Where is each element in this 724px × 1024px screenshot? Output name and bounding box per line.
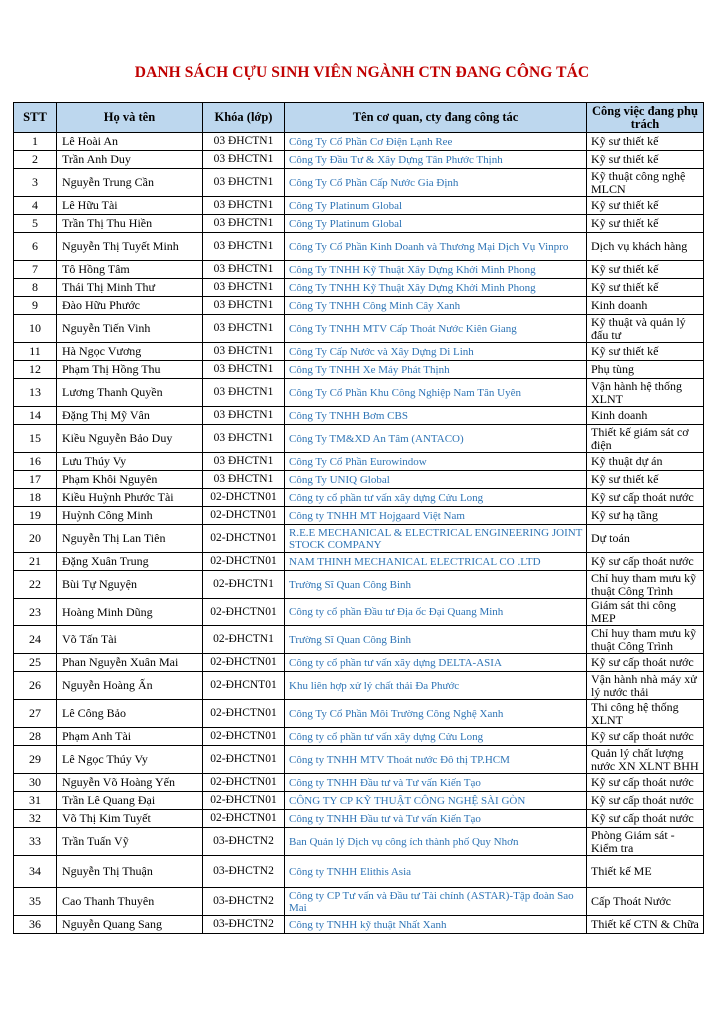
table-row — [14, 700, 704, 728]
cell-stt: 4 — [14, 197, 57, 215]
header-job: Công việc đang phụ trách — [587, 103, 704, 133]
table-row — [14, 151, 704, 169]
cell-company: Công ty TNHH Đầu tư và Tư vấn Kiến Tạo — [285, 774, 587, 792]
cell-company: Công Ty TNHH Kỹ Thuật Xây Dựng Khởi Minh Phong — [285, 261, 587, 279]
cell-name: Phạm Thị Hồng Thu — [57, 361, 203, 379]
header-name: Họ và tên — [57, 103, 203, 133]
cell-stt: 25 — [14, 654, 57, 672]
table-row — [14, 507, 704, 525]
cell-stt: 6 — [14, 233, 57, 261]
cell-stt: 22 — [14, 571, 57, 599]
cell-job: Kinh doanh — [587, 297, 704, 315]
cell-job: Kỹ sư cấp thoát nước — [587, 792, 704, 810]
table-body — [14, 133, 704, 934]
table-row — [14, 379, 704, 407]
cell-class: 03 ĐHCTN1 — [203, 233, 285, 261]
cell-class: 02-ĐHCTN01 — [203, 728, 285, 746]
cell-name: Lương Thanh Quyền — [57, 379, 203, 407]
cell-class: 02-ĐHCTN01 — [203, 599, 285, 626]
cell-stt: 26 — [14, 672, 57, 700]
cell-stt: 20 — [14, 525, 57, 553]
alumni-table — [13, 102, 704, 934]
cell-class: 03 ĐHCTN1 — [203, 279, 285, 297]
cell-class: 03-ĐHCTN2 — [203, 856, 285, 888]
cell-stt: 3 — [14, 169, 57, 197]
cell-stt: 30 — [14, 774, 57, 792]
cell-job: Kỹ sư cấp thoát nước — [587, 489, 704, 507]
cell-class: 03-ĐHCTN2 — [203, 828, 285, 856]
cell-company: Công Ty Platinum Global — [285, 215, 587, 233]
cell-stt: 9 — [14, 297, 57, 315]
cell-class: 02-DHCTN01 — [203, 525, 285, 553]
cell-class: 03 ĐHCTN1 — [203, 197, 285, 215]
cell-job: Dịch vụ khách hàng — [587, 233, 704, 261]
cell-name: Trần Lê Quang Đại — [57, 792, 203, 810]
cell-company: NAM THINH MECHANICAL ELECTRICAL CO .LTD — [285, 553, 587, 571]
cell-name: Bùi Tự Nguyện — [57, 571, 203, 599]
cell-job: Kỹ sư thiết kế — [587, 151, 704, 169]
cell-class: 03 ĐHCTN1 — [203, 343, 285, 361]
table-row — [14, 489, 704, 507]
cell-company: Công Ty Cổ Phần Cơ Điện Lạnh Ree — [285, 133, 587, 151]
cell-company: R.E.E MECHANICAL & ELECTRICAL ENGINEERING JOINT STOCK COMPANY — [285, 525, 587, 553]
cell-stt: 5 — [14, 215, 57, 233]
table-row — [14, 471, 704, 489]
cell-stt: 31 — [14, 792, 57, 810]
cell-company: Công Ty TM&XD An Tâm (ANTACO) — [285, 425, 587, 453]
cell-company: CÔNG TY CP KỸ THUẬT CÔNG NGHỆ SÀI GÒN — [285, 792, 587, 810]
cell-company: Công Ty TNHH MTV Cấp Thoát Nước Kiên Giang — [285, 315, 587, 343]
table-row — [14, 856, 704, 888]
cell-class: 02-ĐHCTN01 — [203, 654, 285, 672]
table-row — [14, 215, 704, 233]
table-row — [14, 571, 704, 599]
cell-job: Kỹ sư hạ tầng — [587, 507, 704, 525]
cell-job: Kinh doanh — [587, 407, 704, 425]
cell-job: Kỹ sư cấp thoát nước — [587, 774, 704, 792]
cell-name: Trần Anh Duy — [57, 151, 203, 169]
cell-class: 02-ĐHCTN1 — [203, 571, 285, 599]
cell-stt: 8 — [14, 279, 57, 297]
cell-job: Dự toán — [587, 525, 704, 553]
cell-stt: 10 — [14, 315, 57, 343]
header-class: Khóa (lớp) — [203, 103, 285, 133]
cell-name: Võ Tấn Tài — [57, 626, 203, 654]
cell-company: Công Ty Cổ Phần Kinh Doanh và Thương Mại Dịch Vụ Vinpro — [285, 233, 587, 261]
cell-class: 03 ĐHCTN1 — [203, 261, 285, 279]
cell-stt: 12 — [14, 361, 57, 379]
cell-class: 02-ĐHCTN01 — [203, 810, 285, 828]
cell-company: Khu liên hợp xử lý chất thải Đa Phước — [285, 672, 587, 700]
cell-job: Thiết kế ME — [587, 856, 704, 888]
table-row — [14, 233, 704, 261]
cell-company: Công Ty Cổ Phần Khu Công Nghiệp Nam Tân Uyên — [285, 379, 587, 407]
cell-company: Công Ty Cổ Phần Eurowindow — [285, 453, 587, 471]
cell-stt: 18 — [14, 489, 57, 507]
cell-stt: 17 — [14, 471, 57, 489]
table-row — [14, 133, 704, 151]
cell-stt: 1 — [14, 133, 57, 151]
cell-class: 03 ĐHCTN1 — [203, 133, 285, 151]
cell-company: Công ty TNHH MT Hojgaard Việt Nam — [285, 507, 587, 525]
cell-job: Kỹ sư cấp thoát nước — [587, 728, 704, 746]
table-row — [14, 453, 704, 471]
cell-company: Trường Sĩ Quan Công Binh — [285, 626, 587, 654]
table-row — [14, 297, 704, 315]
cell-class: 02-DHCTN01 — [203, 553, 285, 571]
cell-job: Kỹ sư thiết kế — [587, 215, 704, 233]
cell-class: 02-ĐHCTN01 — [203, 774, 285, 792]
table-row — [14, 361, 704, 379]
table-row — [14, 599, 704, 626]
cell-class: 02-DHCTN01 — [203, 507, 285, 525]
cell-company: Công ty TNHH Elithis Asia — [285, 856, 587, 888]
cell-class: 03 ĐHCTN1 — [203, 471, 285, 489]
cell-company: Công ty TNHH kỹ thuật Nhất Xanh — [285, 916, 587, 934]
cell-class: 03 ĐHCTN1 — [203, 361, 285, 379]
cell-name: Nguyễn Hoàng Ấn — [57, 672, 203, 700]
cell-class: 03 ĐHCTN1 — [203, 315, 285, 343]
table-header-row — [14, 103, 704, 133]
cell-class: 03 ĐHCTN1 — [203, 169, 285, 197]
cell-job: Kỹ sư cấp thoát nước — [587, 553, 704, 571]
cell-class: 02-ĐHCNT01 — [203, 672, 285, 700]
cell-job: Chỉ huy tham mưu kỹ thuật Công Trình — [587, 626, 704, 654]
cell-job: Kỹ thuật và quản lý đấu tư — [587, 315, 704, 343]
cell-company: Ban Quản lý Dịch vụ công ích thành phố Quy Nhơn — [285, 828, 587, 856]
cell-stt: 29 — [14, 746, 57, 774]
cell-name: Lê Ngọc Thúy Vy — [57, 746, 203, 774]
cell-job: Kỹ sư cấp thoát nước — [587, 810, 704, 828]
table-row — [14, 828, 704, 856]
cell-company: Công Ty Cổ Phần Môi Trường Công Nghệ Xanh — [285, 700, 587, 728]
cell-class: 03 ĐHCTN1 — [203, 425, 285, 453]
cell-job: Thiết kế CTN & Chữa — [587, 916, 704, 934]
cell-company: Công ty cổ phần tư vấn xây dựng Cửu Long — [285, 728, 587, 746]
cell-job: Quản lý chất lượng nước XN XLNT BHH — [587, 746, 704, 774]
cell-job: Kỹ sư thiết kế — [587, 133, 704, 151]
cell-company: Trường Sĩ Quan Công Binh — [285, 571, 587, 599]
cell-class: 02-DHCTN01 — [203, 489, 285, 507]
cell-name: Đào Hữu Phước — [57, 297, 203, 315]
cell-class: 03 ĐHCTN1 — [203, 453, 285, 471]
cell-name: Tô Hồng Tâm — [57, 261, 203, 279]
cell-stt: 21 — [14, 553, 57, 571]
cell-name: Phan Nguyễn Xuân Mai — [57, 654, 203, 672]
cell-name: Lê Hữu Tài — [57, 197, 203, 215]
cell-name: Nguyễn Tiến Vinh — [57, 315, 203, 343]
cell-company: Công ty cổ phần Đầu tư Địa ốc Đại Quang Minh — [285, 599, 587, 626]
cell-company: Công Ty TNHH Bơm CBS — [285, 407, 587, 425]
cell-name: Hà Ngọc Vương — [57, 343, 203, 361]
table-row — [14, 746, 704, 774]
cell-name: Huỳnh Công Minh — [57, 507, 203, 525]
table-row — [14, 626, 704, 654]
table-row — [14, 279, 704, 297]
cell-name: Nguyễn Thị Thuận — [57, 856, 203, 888]
cell-job: Chỉ huy tham mưu kỹ thuật Công Trình — [587, 571, 704, 599]
cell-class: 02-ĐHCTN01 — [203, 700, 285, 728]
cell-job: Kỹ sư thiết kế — [587, 197, 704, 215]
cell-company: Công Ty Đầu Tư & Xây Dựng Tân Phước Thịnh — [285, 151, 587, 169]
table-row — [14, 553, 704, 571]
cell-company: Công Ty Cấp Nước và Xây Dựng Di Linh — [285, 343, 587, 361]
table-row — [14, 888, 704, 916]
cell-name: Nguyễn Thị Lan Tiên — [57, 525, 203, 553]
cell-company: Công ty cổ phần tư vấn xây dựng Cửu Long — [285, 489, 587, 507]
cell-name: Cao Thanh Thuyên — [57, 888, 203, 916]
cell-job: Cấp Thoát Nước — [587, 888, 704, 916]
cell-name: Trần Tuấn Vỹ — [57, 828, 203, 856]
table-row — [14, 169, 704, 197]
cell-name: Lưu Thúy Vy — [57, 453, 203, 471]
cell-job: Phụ tùng — [587, 361, 704, 379]
cell-name: Phạm Anh Tài — [57, 728, 203, 746]
cell-class: 03 ĐHCTN1 — [203, 297, 285, 315]
cell-job: Phòng Giám sát - Kiểm tra — [587, 828, 704, 856]
cell-company: Công ty cổ phần tư vấn xây dựng DELTA-ASIA — [285, 654, 587, 672]
cell-job: Kỹ sư cấp thoát nước — [587, 654, 704, 672]
cell-company: Công ty CP Tư vấn và Đầu tư Tài chính (ASTAR)-Tập đoàn Sao Mai — [285, 888, 587, 916]
cell-name: Đặng Xuân Trung — [57, 553, 203, 571]
cell-stt: 19 — [14, 507, 57, 525]
cell-company: Công Ty TNHH Kỹ Thuật Xây Dựng Khởi Minh Phong — [285, 279, 587, 297]
table-row — [14, 810, 704, 828]
cell-class: 03 ĐHCTN1 — [203, 379, 285, 407]
cell-stt: 33 — [14, 828, 57, 856]
cell-name: Võ Thị Kim Tuyết — [57, 810, 203, 828]
cell-name: Lê Công Bảo — [57, 700, 203, 728]
cell-company: Công Ty UNIQ Global — [285, 471, 587, 489]
cell-class: 02-ĐHCTN01 — [203, 746, 285, 774]
cell-name: Thái Thị Minh Thư — [57, 279, 203, 297]
header-company: Tên cơ quan, cty đang công tác — [285, 103, 587, 133]
cell-company: Công ty TNHH MTV Thoát nước Đô thị TP.HCM — [285, 746, 587, 774]
cell-class: 02-ĐHCTN01 — [203, 792, 285, 810]
cell-class: 03 ĐHCTN1 — [203, 151, 285, 169]
cell-stt: 23 — [14, 599, 57, 626]
cell-job: Vận hành nhà máy xử lý nước thải — [587, 672, 704, 700]
cell-stt: 16 — [14, 453, 57, 471]
cell-stt: 24 — [14, 626, 57, 654]
cell-class: 02-ĐHCTN1 — [203, 626, 285, 654]
table-row — [14, 425, 704, 453]
cell-class: 03 ĐHCTN1 — [203, 215, 285, 233]
table-row — [14, 916, 704, 934]
table-row — [14, 261, 704, 279]
cell-name: Hoàng Minh Dũng — [57, 599, 203, 626]
cell-name: Đặng Thị Mỹ Vân — [57, 407, 203, 425]
cell-name: Nguyễn Võ Hoàng Yến — [57, 774, 203, 792]
cell-stt: 11 — [14, 343, 57, 361]
cell-company: Công Ty TNHH Xe Máy Phát Thịnh — [285, 361, 587, 379]
cell-stt: 34 — [14, 856, 57, 888]
cell-stt: 15 — [14, 425, 57, 453]
cell-stt: 35 — [14, 888, 57, 916]
table-row — [14, 343, 704, 361]
cell-job: Vận hành hệ thống XLNT — [587, 379, 704, 407]
cell-stt: 14 — [14, 407, 57, 425]
cell-stt: 28 — [14, 728, 57, 746]
cell-job: Kỹ sư thiết kế — [587, 343, 704, 361]
cell-job: Giám sát thi công MEP — [587, 599, 704, 626]
cell-job: Kỹ sư thiết kế — [587, 471, 704, 489]
cell-class: 03-ĐHCTN2 — [203, 916, 285, 934]
cell-name: Lê Hoài An — [57, 133, 203, 151]
cell-name: Kiều Nguyễn Bảo Duy — [57, 425, 203, 453]
table-row — [14, 315, 704, 343]
header-stt: STT — [14, 103, 57, 133]
page-title: DANH SÁCH CỰU SINH VIÊN NGÀNH CTN ĐANG CÔNG TÁC — [134, 64, 590, 81]
cell-stt: 27 — [14, 700, 57, 728]
cell-stt: 36 — [14, 916, 57, 934]
cell-company: Công Ty Cổ Phần Cấp Nước Gia Định — [285, 169, 587, 197]
cell-stt: 7 — [14, 261, 57, 279]
cell-name: Nguyễn Thị Tuyết Minh — [57, 233, 203, 261]
cell-job: Thi công hệ thống XLNT — [587, 700, 704, 728]
cell-stt: 32 — [14, 810, 57, 828]
table-row — [14, 654, 704, 672]
table-row — [14, 525, 704, 553]
table-row — [14, 774, 704, 792]
table-row — [14, 197, 704, 215]
cell-name: Phạm Khôi Nguyên — [57, 471, 203, 489]
cell-class: 03 ĐHCTN1 — [203, 407, 285, 425]
cell-stt: 2 — [14, 151, 57, 169]
table-row — [14, 728, 704, 746]
table-row — [14, 672, 704, 700]
cell-name: Kiều Huỳnh Phước Tài — [57, 489, 203, 507]
cell-job: Kỹ thuật dự án — [587, 453, 704, 471]
cell-name: Nguyễn Quang Sang — [57, 916, 203, 934]
table-row — [14, 407, 704, 425]
cell-name: Trần Thị Thu Hiền — [57, 215, 203, 233]
cell-company: Công Ty TNHH Công Minh Cây Xanh — [285, 297, 587, 315]
cell-job: Kỹ sư thiết kế — [587, 261, 704, 279]
cell-name: Nguyễn Trung Cần — [57, 169, 203, 197]
cell-job: Kỹ sư thiết kế — [587, 279, 704, 297]
cell-stt: 13 — [14, 379, 57, 407]
cell-job: Thiết kế giám sát cơ điện — [587, 425, 704, 453]
cell-job: Kỹ thuật công nghệ MLCN — [587, 169, 704, 197]
cell-class: 03-ĐHCTN2 — [203, 888, 285, 916]
table-row — [14, 792, 704, 810]
cell-company: Công Ty Platinum Global — [285, 197, 587, 215]
cell-company: Công ty TNHH Đầu tư và Tư vấn Kiến Tạo — [285, 810, 587, 828]
